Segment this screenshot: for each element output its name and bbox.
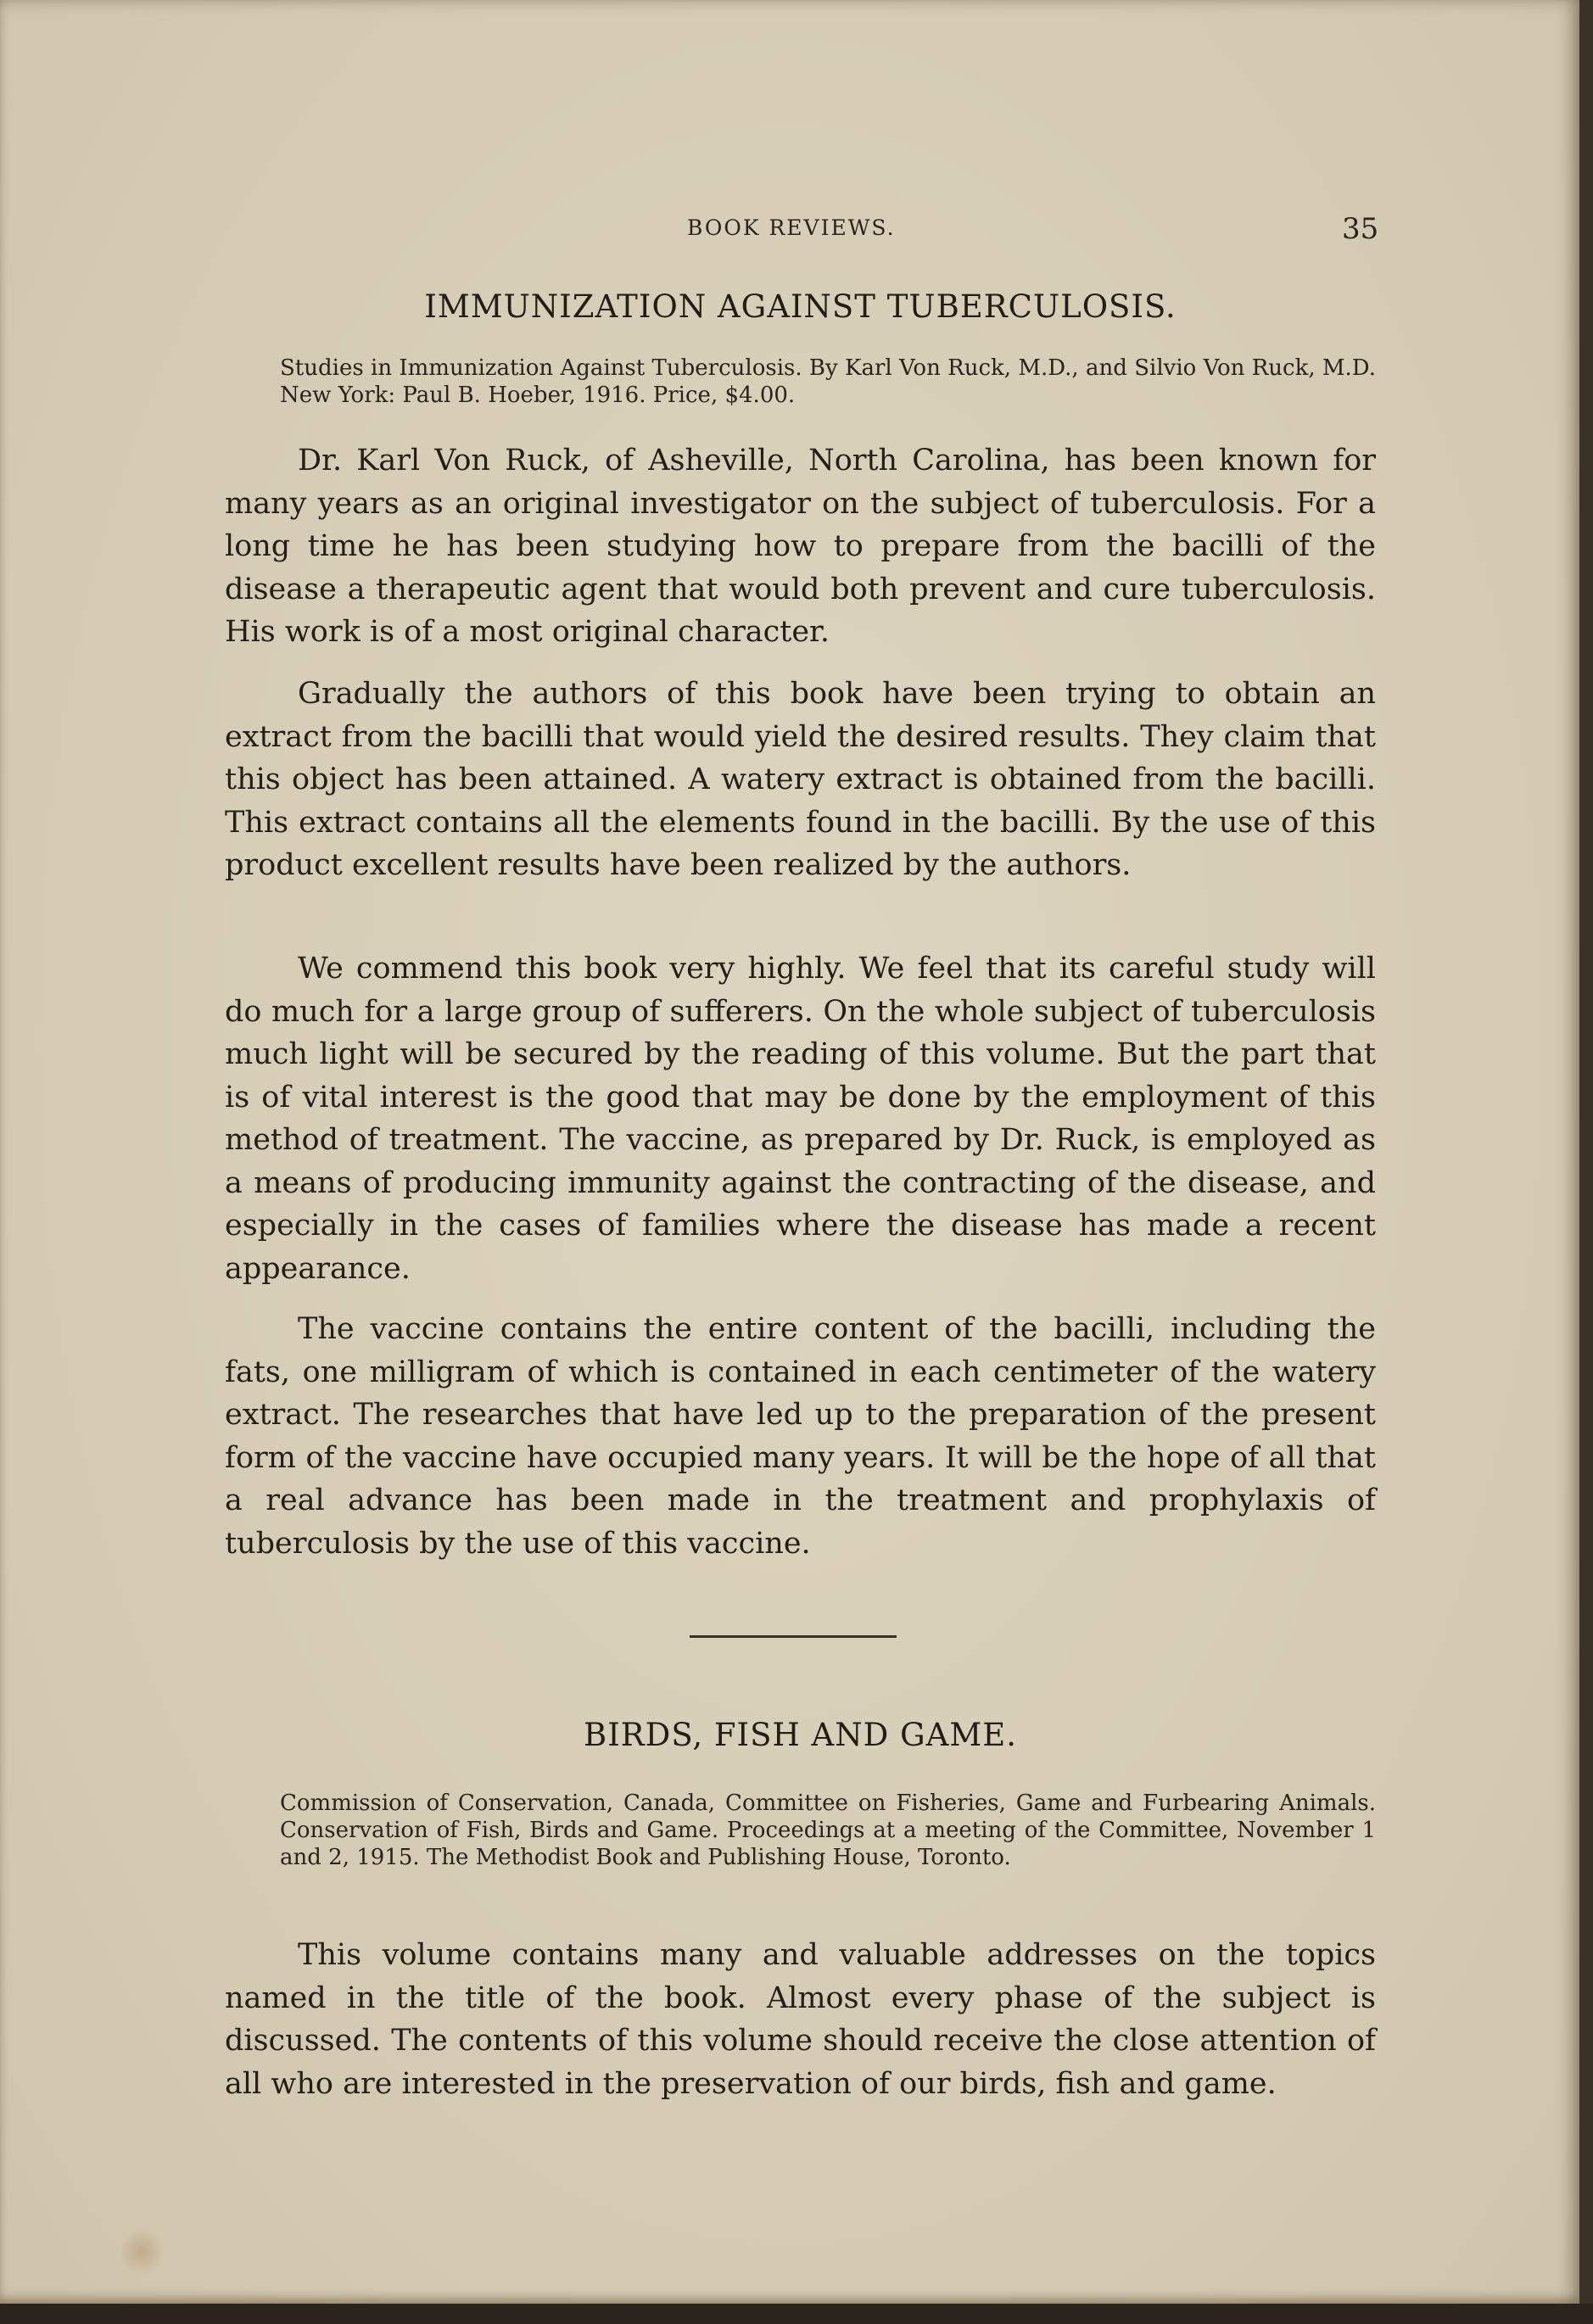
page-column xyxy=(225,0,1379,2304)
running-head-title: BOOK REVIEWS. xyxy=(687,215,896,240)
book-edge-right xyxy=(1579,0,1593,2324)
review-1-paragraph-2: Gradually the authors of this book have been trying to obtain an extract from the bacilli that would yield the desired results. They claim that this object has been attained. A watery extract is obtained from the bacilli. This extract contains all the elements found in the bacilli. By the use of this product excellent results have been realized by the authors. xyxy=(225,677,1376,882)
page-number: 35 xyxy=(1342,212,1379,246)
book-edge-bottom xyxy=(0,2304,1593,2324)
paper-stain xyxy=(120,2226,163,2277)
review-2-citation: Commission of Conservation, Canada, Committee on Fisheries, Game and Furbearing Animals. Conservation of Fish, Birds and Game. Proceedings at a meeting of the Committee, November 1 and 2, 1915. The Methodist Book and Publishing House, Toronto. xyxy=(280,1790,1376,1870)
review-1-paragraph-1: Dr. Karl Von Ruck, of Asheville, North Carolina, has been known for many years as an original investigator on the subject of tuberculosis. For a long time he has been studying how to prepare from the bacilli of the disease a therapeutic agent that would both prevent and cure tuberculosis. His work is of a most original character. xyxy=(225,444,1376,649)
review-1-citation: Studies in Immunization Against Tuberculosis. By Karl Von Ruck, M.D., and Silvio Von Ruck, M.D. New York: Paul B. Hoeber, 1916. Price, $4.00. xyxy=(280,355,1376,408)
review-1-title: IMMUNIZATION AGAINST TUBERCULOSIS. xyxy=(424,288,1177,325)
review-1-paragraph-3: We commend this book very highly. We feel that its careful study will do much for a large group of sufferers. On the whole subject of tuberculosis much light will be secured by the reading of this volume. But the part that is of vital interest is the good that may be done by the employment of this method of treatment. The vaccine, as prepared by Dr. Ruck, is employed as a means of producing immunity against the contracting of the disease, and especially in the cases of families where the disease has made a recent appearance. xyxy=(225,952,1376,1286)
review-1-paragraph-4: The vaccine contains the entire content of the bacilli, including the fats, one milligram of which is contained in each centimeter of the watery extract. The researches that have led up to the preparation of the present form of the vaccine have occupied many years. It will be the hope of all that a real advance has been made in the treatment and prophylaxis of tuberculosis by the use of this vaccine. xyxy=(225,1312,1376,1561)
section-divider xyxy=(690,1635,897,1638)
review-2-title: BIRDS, FISH AND GAME. xyxy=(584,1717,1017,1753)
review-2-paragraph-1: This volume contains many and valuable addresses on the topics named in the title of the book. Almost every phase of the subject is discussed. The contents of this volume should receive the close attention of all who are interested in the preservation of our birds, fish and game. xyxy=(225,1938,1376,2101)
